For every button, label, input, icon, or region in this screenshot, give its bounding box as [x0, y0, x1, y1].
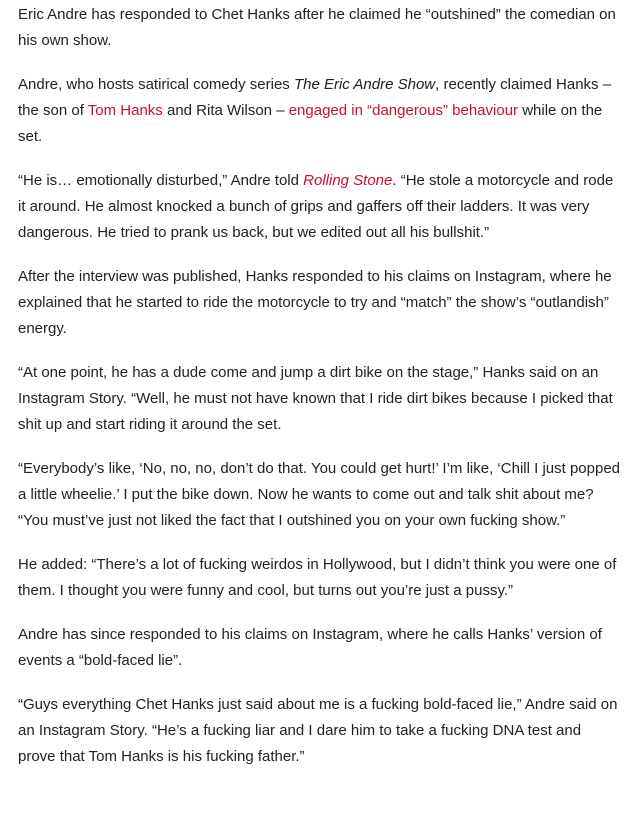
rolling-stone-link[interactable]: Rolling Stone	[303, 172, 393, 189]
paragraph-2-text-b: , recently claimed Hanks – the son of	[18, 76, 612, 119]
article-body	[0, 2, 635, 770]
show-title: The Eric Andre Show	[293, 76, 436, 93]
paragraph-3-text-b: . “He stole a motorcycle and rode it around. He almost knocked a bunch of grips and gaffers off their ladders. It was very dangerous. He tried to prank us back, but we edited out all his bullshit.”	[18, 172, 614, 241]
paragraph-2	[18, 72, 621, 150]
paragraph-2-text-a: Andre, who hosts satirical comedy series	[18, 76, 294, 93]
paragraph-2-text-d: while on the set.	[18, 102, 603, 145]
paragraph-3	[18, 168, 621, 246]
paragraph-2-text-c: and Rita Wilson –	[162, 102, 289, 119]
paragraph-1: Eric Andre has responded to Chet Hanks after he claimed he “outshined” the comedian on his own show.	[18, 6, 616, 49]
paragraph-9: “Guys everything Chet Hanks just said about me is a fucking bold-faced lie,” Andre said on an Instagram Story. “He’s a fucking liar and I dare him to take a fucking DNA test and prove that Tom Hanks is his fucking father.”	[18, 696, 618, 765]
paragraph-3-text-a: “He is… emotionally disturbed,” Andre told	[18, 172, 304, 189]
paragraph-8: Andre has since responded to his claims on Instagram, where he calls Hanks’ version of events a “bold-faced lie”.	[18, 626, 602, 669]
paragraph-5: “At one point, he has a dude come and jump a dirt bike on the stage,” Hanks said on an Instagram Story. “Well, he must not have known that I ride dirt bikes because I picked that shit up and start riding it around the set.	[18, 364, 613, 433]
paragraph-7: He added: “There’s a lot of fucking weirdos in Hollywood, but I didn’t think you were one of them. I thought you were funny and cool, but turns out you’re just a pussy.”	[18, 556, 617, 599]
paragraph-6: “Everybody’s like, ‘No, no, no, don’t do that. You could get hurt!’ I’m like, ‘Chill I just popped a little wheelie.’ I put the bike down. Now he wants to come out and talk shit about me? “You must’ve just not liked the fact that I outshined you on your own fucking show.”	[18, 460, 621, 529]
paragraph-4: After the interview was published, Hanks responded to his claims on Instagram, where he explained that he started to ride the motorcycle to try and “match” the show’s “outlandish” energy.	[18, 268, 612, 337]
dangerous-behaviour-link[interactable]: engaged in “dangerous” behaviour	[288, 102, 519, 119]
tom-hanks-link[interactable]: Tom Hanks	[87, 102, 163, 119]
